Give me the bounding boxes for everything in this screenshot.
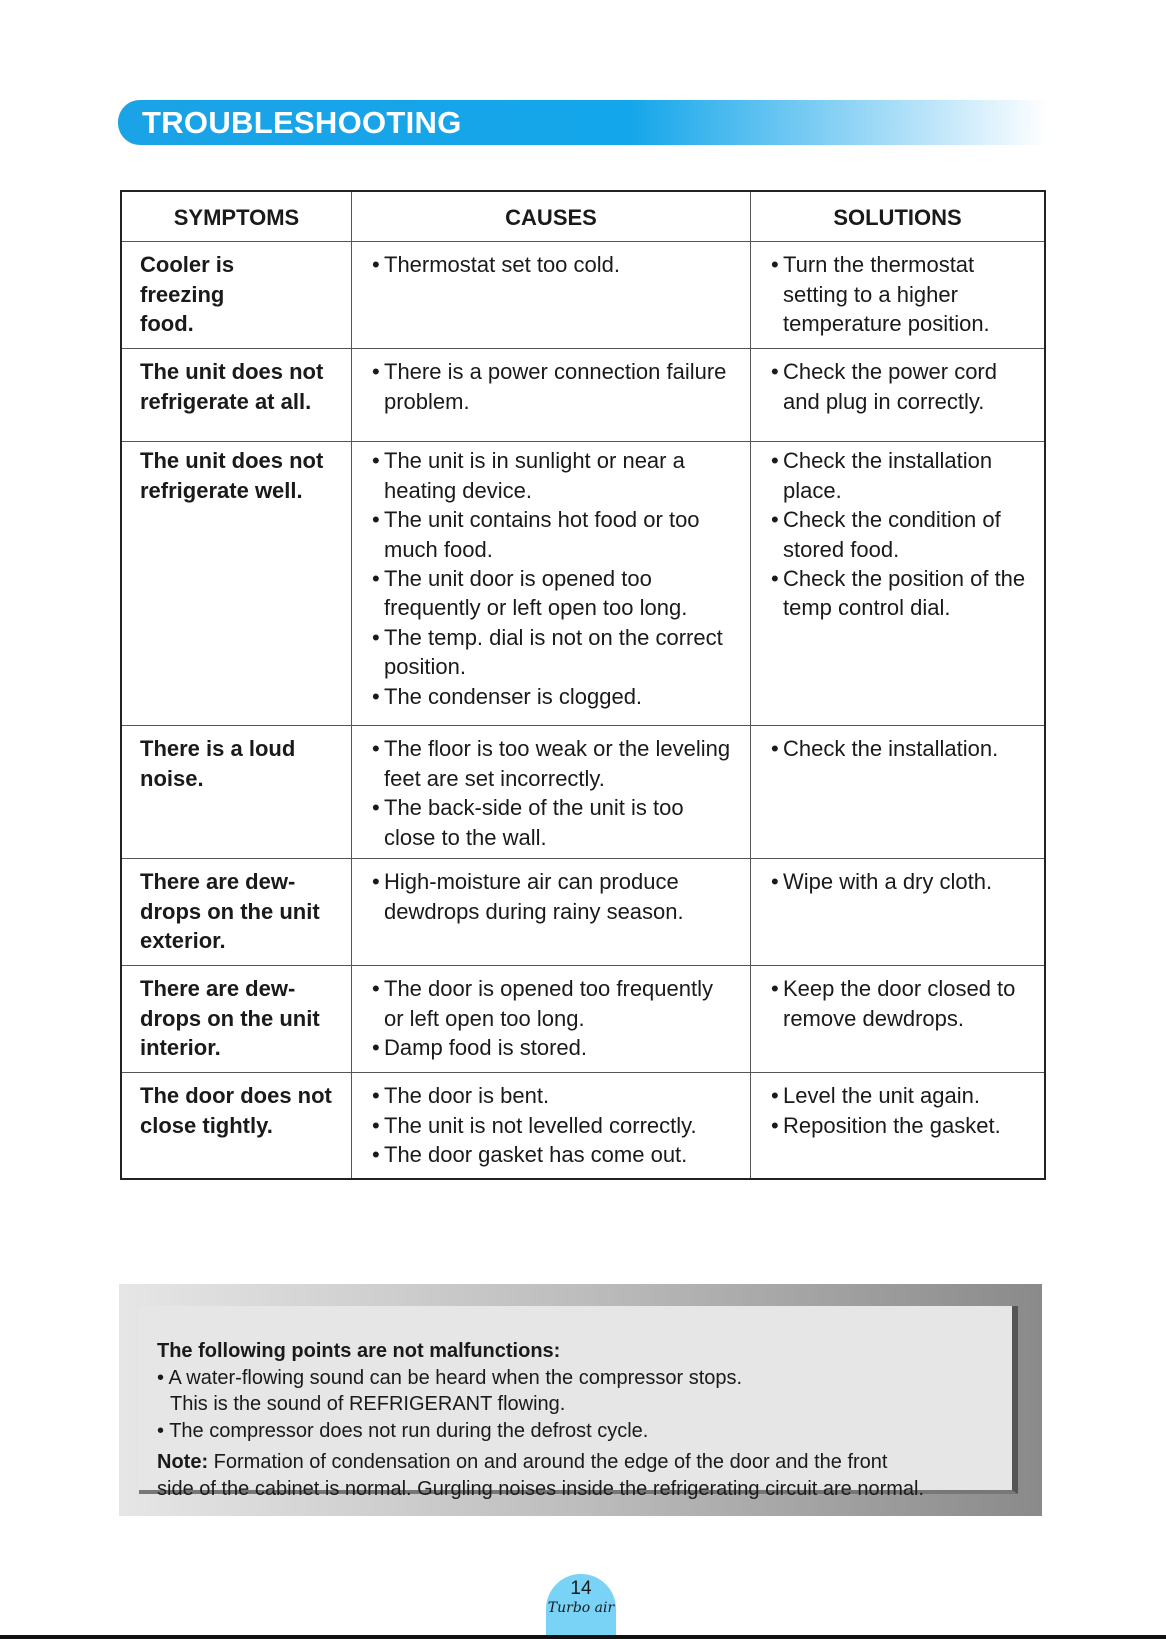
symptom-cell: The door does not close tightly. [122, 1073, 352, 1178]
note-line: • The compressor does not run during the defrost cycle. [157, 1419, 649, 1442]
symptom-cell: The unit does not refrigerate well. [122, 442, 352, 725]
table-row [122, 965, 1044, 1072]
symptom-cell: There is a loud noise. [122, 726, 352, 858]
note-panel [139, 1306, 1018, 1500]
column-header-causes: CAUSES [352, 192, 751, 241]
table-row [122, 1072, 1044, 1178]
page-title: TROUBLESHOOTING [142, 105, 462, 140]
solutions-cell [751, 349, 1044, 441]
symptom-cell: The unit does not refrigerate at all. [122, 349, 352, 441]
solution-item: • Wipe with a dry cloth. [771, 867, 1032, 896]
solution-item: • Check the position of the temp control dial. [771, 564, 1032, 623]
solution-item: • Check the installation place. [771, 446, 1032, 505]
section-header-bar [118, 100, 1048, 145]
solutions-cell [751, 1073, 1044, 1178]
footer-divider [0, 1635, 1166, 1639]
brand-logo: Turbo air [547, 1600, 615, 1616]
solutions-cell [751, 726, 1044, 858]
cause-item: • Thermostat set too cold. [372, 250, 738, 279]
note-box [119, 1284, 1042, 1516]
note-label: Note: [157, 1451, 209, 1473]
cause-item: • There is a power connection failure problem. [372, 357, 738, 416]
table-row [122, 241, 1044, 348]
table-row [122, 858, 1044, 965]
page-number-badge [546, 1574, 616, 1639]
causes-cell [352, 442, 751, 725]
cause-item: • Damp food is stored. [372, 1033, 738, 1062]
note-heading: The following points are not malfunctions: [157, 1340, 561, 1362]
cause-item: • The condenser is clogged. [372, 682, 738, 711]
cause-item: • The unit is in sunlight or near a heating device. [372, 446, 738, 505]
symptom-cell: There are dew-drops on the unit exterior. [122, 859, 352, 965]
solution-item: • Check the installation. [771, 734, 1032, 763]
causes-cell [352, 966, 751, 1072]
causes-cell [352, 242, 751, 348]
cause-item: • High-moisture air can produce dewdrops during rainy season. [372, 867, 738, 926]
cause-item: • The door is bent. [372, 1081, 738, 1110]
cause-item: • The door gasket has come out. [372, 1140, 738, 1169]
note-line: This is the sound of REFRIGERANT flowing. [170, 1393, 566, 1415]
cause-item: • The unit door is opened too frequently or left open too long. [372, 564, 738, 623]
column-header-solutions: SOLUTIONS [833, 205, 962, 230]
cause-item: • The unit is not levelled correctly. [372, 1111, 738, 1140]
solution-item: • Keep the door closed to remove dewdrops. [771, 974, 1032, 1033]
solution-item: • Turn the thermostat setting to a higher temperature position. [771, 250, 1032, 338]
page-number: 14 [570, 1578, 592, 1599]
symptom-cell: There are dew-drops on the unit interior. [122, 966, 352, 1072]
table-row [122, 441, 1044, 725]
cause-item: • The back-side of the unit is too close to the wall. [372, 793, 738, 852]
solutions-cell [751, 966, 1044, 1072]
solutions-cell [751, 859, 1044, 965]
symptom-cell: Cooler is freezing food. [122, 242, 352, 348]
table-header-row [122, 192, 1044, 241]
column-header-symptoms: SYMPTOMS [122, 192, 352, 241]
solution-item: • Check the power cord and plug in correctly. [771, 357, 1032, 416]
note-text-continued: side of the cabinet is normal. Gurgling noises inside the refrigerating circuit are normal. [157, 1477, 925, 1500]
cause-item: • The temp. dial is not on the correct position. [372, 623, 738, 682]
cause-item: • The floor is too weak or the leveling feet are set incorrectly. [372, 734, 738, 793]
table-row [122, 348, 1044, 441]
solution-item: • Check the condition of stored food. [771, 505, 1032, 564]
note-paragraph [157, 1449, 992, 1476]
troubleshooting-table [120, 190, 1046, 1180]
causes-cell [352, 726, 751, 858]
note-line: • A water-flowing sound can be heard when the compressor stops. [157, 1366, 743, 1389]
solution-item: • Reposition the gasket. [771, 1111, 1032, 1140]
solution-item: • Level the unit again. [771, 1081, 1032, 1110]
cause-item: • The unit contains hot food or too much food. [372, 505, 738, 564]
causes-cell [352, 859, 751, 965]
table-row [122, 725, 1044, 858]
solutions-cell [751, 242, 1044, 348]
solutions-cell [751, 442, 1044, 725]
cause-item: • The door is opened too frequently or left open too long. [372, 974, 738, 1033]
causes-cell [352, 1073, 751, 1178]
note-text: Formation of condensation on and around the edge of the door and the front [208, 1451, 888, 1473]
causes-cell [352, 349, 751, 441]
